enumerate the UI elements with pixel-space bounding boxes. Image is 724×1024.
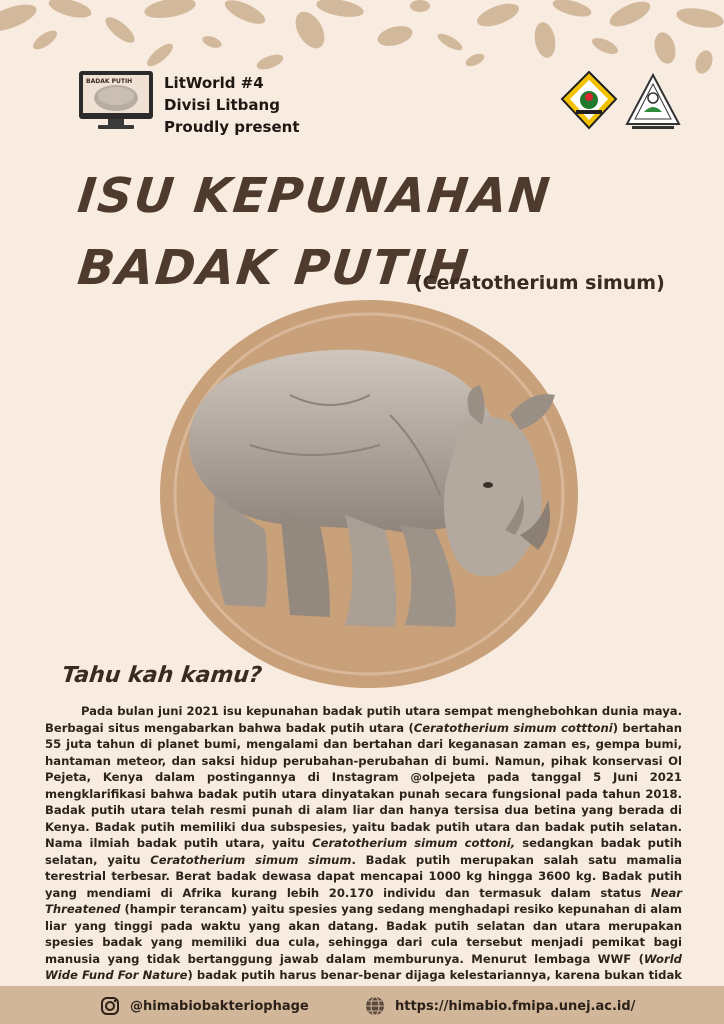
instagram-link[interactable] [100,996,309,1016]
universitas-jember-logo [560,70,618,130]
website-url: https://himabio.fmipa.unej.ac.id/ [395,998,636,1014]
header-block [164,72,300,138]
litworld-monitor-logo [78,70,154,132]
main-title-line-2: BADAK PUTIH [75,240,473,296]
article-paragraph: Pada bulan juni 2021 isu kepunahan badak putih utara sempat menghebohkan dunia maya. Berbagai situs mengabarkan bahwa badak putih utara (Ceratotherium simum cotttoni) bertahan 55 juta tahun di planet bumi, mengalami dan bertahan dari keganasan zaman es, gempa bumi, hantaman meteor, dan saksi hidup perubahan-perubahan di bumi. Namun, pihak konservasi Ol Pejeta, Kenya dalam postingannya di Instagram @olpejeta pada tanggal 5 Juni 2021 mengklarifikasi bahwa badak putih utara dinyatakan punah secara fungsional pada tahun 2018. Badak putih utara telah resmi punah di alam liar dan hanya tersisa dua betina yang berada di Kenya. Badak putih memiliki dua subspesies, yaitu badak putih utara dan badak putih selatan. Nama ilmiah badak putih utara, yaitu Ceratotherium simum cottoni, sedangkan badak putih selatan, yaitu Ceratotherium simum simum. Badak putih merupakan salah satu mamalia terestrial terbesar. Berat badak dewasa dapat mencapai 1000 kg hingga 3600 kg. Badak putih yang mendiami di Afrika kurang lebih 20.170 individu dan termasuk dalam status Near Threatened (hampir terancam) yaitu spesies yang sedang menghadapi resiko kepunahan di alam liar yang tinggi pada waktu yang akan datang. Badak putih selatan dan utara merupakan spesies badak yang memiliki dua cula, sehingga dari cula tersebut menjadi pemikat bagi manusia yang tidak bertanggung jawab dalam memburunya. Menurut lembaga WWF (World Wide Fund For Nature) badak putih harus benar-benar dijaga kelestariannya, karena bukan tidak [45,704,683,982]
article-body [45,703,682,1000]
monitor-label: BADAK PUTIH [86,78,133,85]
section-heading: Tahu kah kamu? [60,663,264,688]
fmipa-jember-logo [624,72,682,132]
header-line-2: Divisi Litbang [164,96,280,114]
header-line-1: LitWorld #4 [164,74,264,92]
instagram-icon [100,996,120,1016]
footer-bar [0,986,724,1024]
white-rhino-image [170,335,570,645]
header-line-3: Proudly present [164,118,300,136]
scientific-name: (Ceratotherium simum) [414,272,665,294]
globe-icon [365,996,385,1016]
instagram-handle: @himabiobakteriophage [130,998,309,1014]
website-link[interactable] [365,996,635,1016]
main-title-line-1: ISU KEPUNAHAN [75,168,555,224]
